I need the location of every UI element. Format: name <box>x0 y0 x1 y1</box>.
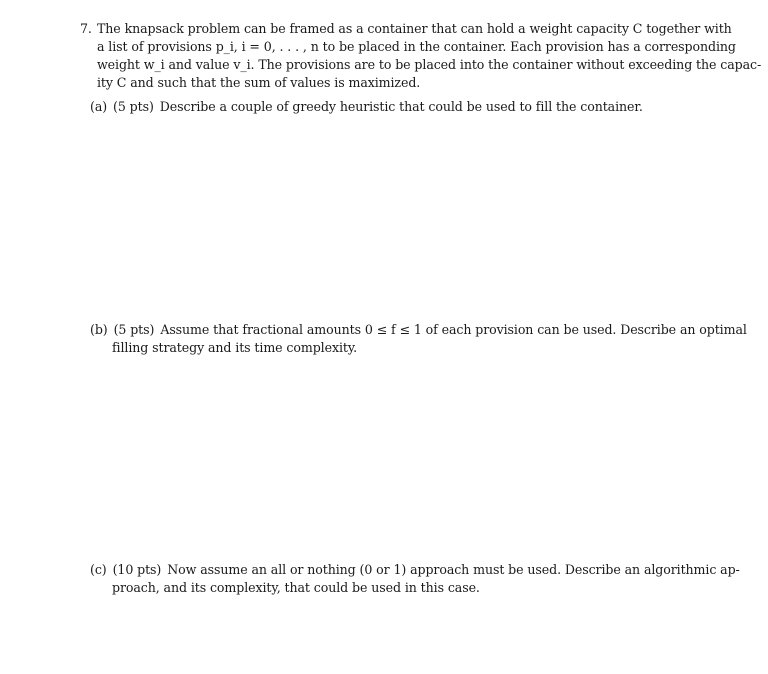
part-b-points: (5 pts) <box>113 322 155 337</box>
part-a-label: (a) <box>90 99 108 114</box>
intro-line-1: The knapsack problem can be framed as a container that can hold a weight capacity C together with <box>97 21 732 36</box>
intro-line-3: weight w_i and value v_i. The provisions are to be placed into the container without exceeding the capac- <box>97 57 762 72</box>
part-b-label: (b) <box>90 322 108 337</box>
intro-line-2: a list of provisions p_i, i = 0, . . . , n to be placed in the container. Each provision has a corresponding <box>97 39 736 54</box>
part-a-points: (5 pts) <box>113 99 154 114</box>
part-a <box>90 98 643 116</box>
part-c-label: (c) <box>90 562 107 577</box>
intro-line-4: ity C and such that the sum of values is maximized. <box>97 75 421 90</box>
part-c-line-2: proach, and its complexity, that could be used in this case. <box>112 580 480 595</box>
part-a-line-1: Describe a couple of greedy heuristic that could be used to fill the container. <box>159 99 643 114</box>
part-b-line-2: filling strategy and its time complexity. <box>112 340 358 355</box>
part-c-points: (10 pts) <box>112 562 162 577</box>
part-c-line-1: Now assume an all or nothing (0 or 1) approach must be used. Describe an algorithmic ap- <box>167 562 740 577</box>
question-number: 7. <box>80 21 92 36</box>
part-b <box>90 321 747 339</box>
part-c <box>90 561 740 579</box>
part-b-line-1: Assume that fractional amounts 0 ≤ f ≤ 1 of each provision can be used. Describe an optimal <box>160 322 747 337</box>
